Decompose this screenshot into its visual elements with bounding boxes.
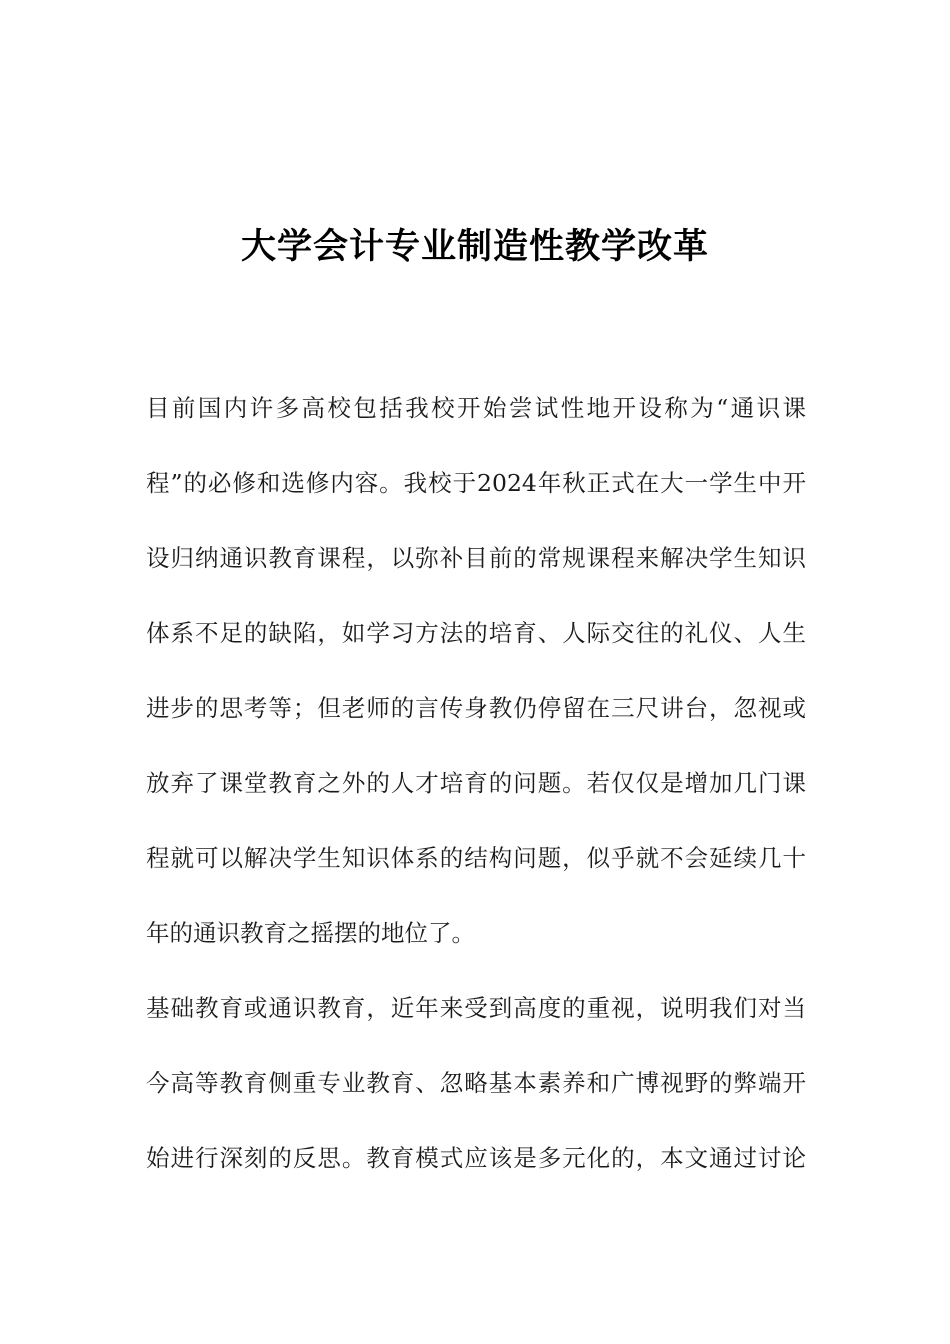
text-line: 进步的思考等；但老师的言传身教仍停留在三尺讲台，忽视或 [146,694,806,722]
text-line: 今高等教育侧重专业教育、忽略基本素养和广博视野的弊端开 [146,1069,806,1097]
text-line: 放弃了课堂教育之外的人才培育的问题。若仅仅是增加几门课 [146,769,806,797]
paragraph [146,384,806,984]
document-title: 大学会计专业制造性教学改革 [240,227,709,267]
paragraph [146,984,806,1209]
text-line: 基础教育或通识教育，近年来受到高度的重视，说明我们对当 [146,994,806,1022]
text-line: 年的通识教育之摇摆的地位了。 [146,919,475,947]
text-line: 设归纳通识教育课程，以弥补目前的常规课程来解决学生知识 [146,544,806,572]
text-line: 程就可以解决学生知识体系的结构问题，似乎就不会延续几十 [146,844,806,872]
text-line: 程”的必修和选修内容。我校于2024年秋正式在大一学生中开 [146,469,806,497]
document-body [146,384,806,1209]
text-line: 始进行深刻的反思。教育模式应该是多元化的，本文通过讨论 [146,1144,806,1172]
text-line: 目前国内许多高校包括我校开始尝试性地开设称为“通识课 [146,394,806,422]
text-line: 体系不足的缺陷，如学习方法的培育、人际交往的礼仪、人生 [146,619,806,647]
